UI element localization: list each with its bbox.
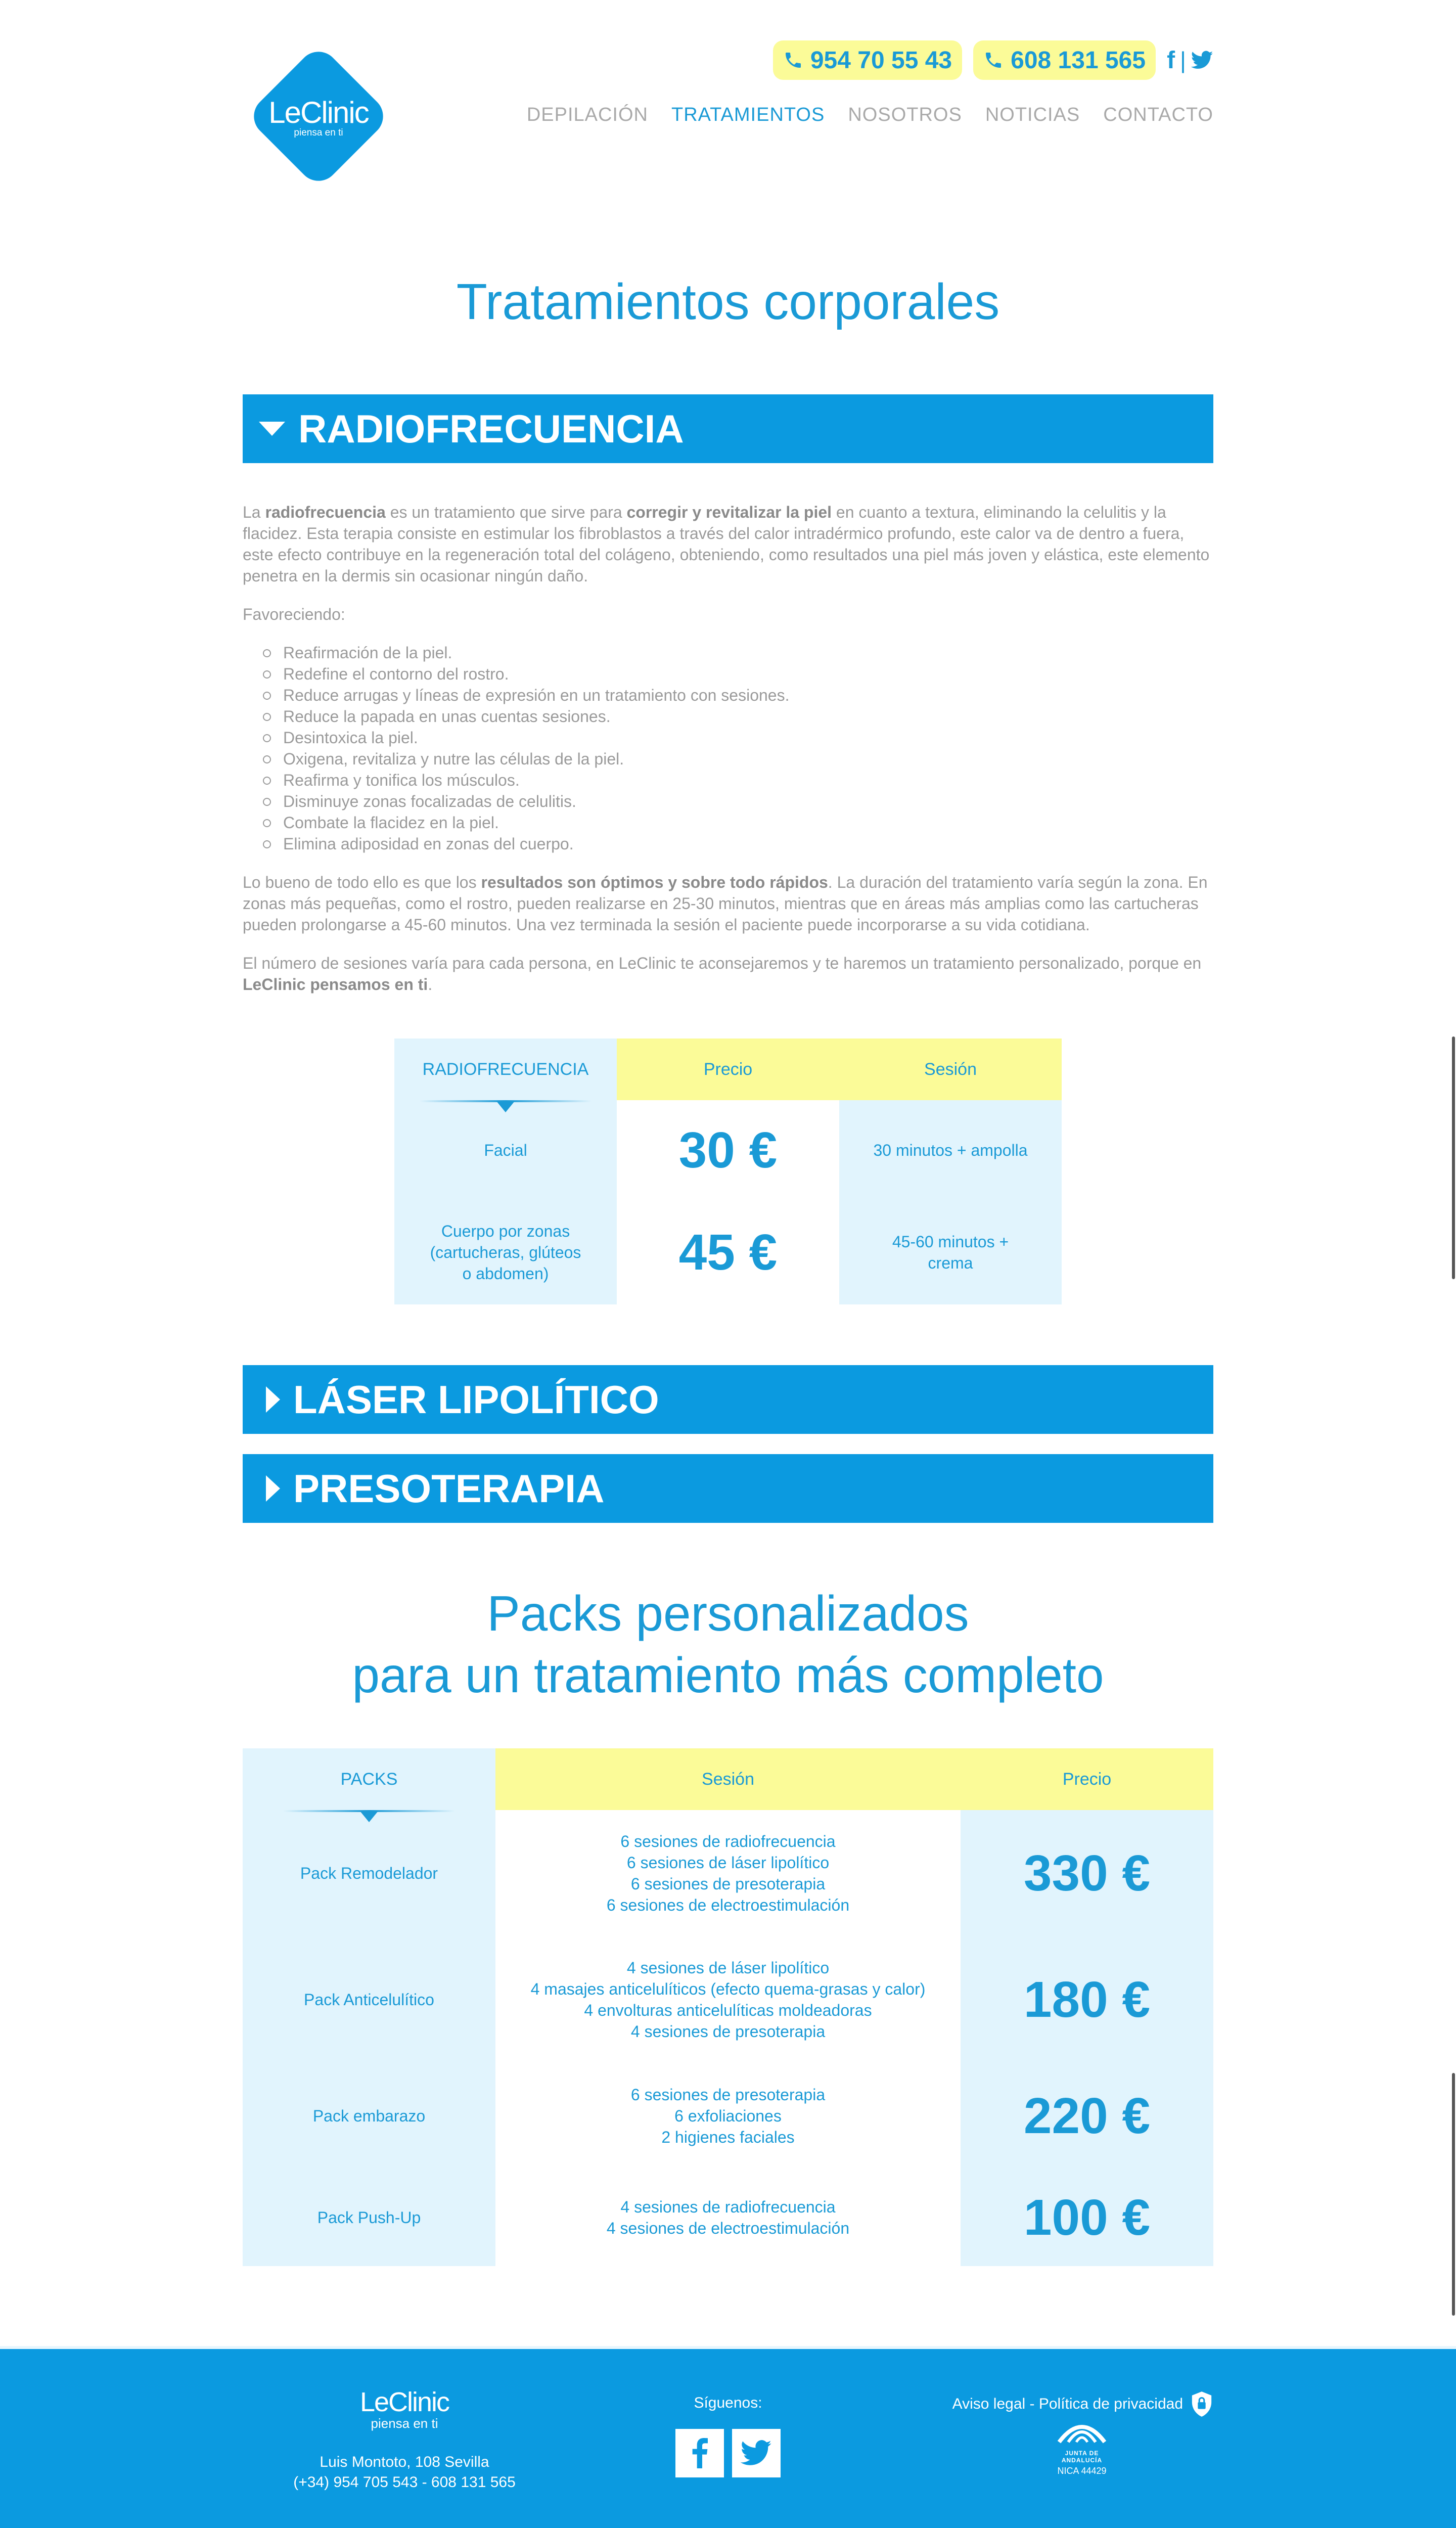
- price-value: 45 €: [678, 1224, 778, 1281]
- logo-name: LeClinic: [268, 96, 369, 129]
- packs-title: [0, 1583, 1456, 1706]
- treatment-description: [243, 502, 1213, 1012]
- address-line: Luis Montoto, 108 Sevilla: [320, 2454, 489, 2470]
- packs-table: [243, 1748, 1213, 2266]
- junta-andalucia-seal: [1046, 2417, 1117, 2476]
- nav-depilacion[interactable]: DEPILACIÓN: [526, 104, 648, 125]
- scrollbar-thumb[interactable]: [1452, 1036, 1455, 1279]
- list-item: Disminuye zonas focalizadas de celulitis.: [283, 791, 1213, 812]
- facebook-icon[interactable]: f: [1167, 47, 1175, 74]
- paragraph: Lo bueno de todo ello es que los resultados son óptimos y sobre todo rápidos. La duración del tratamiento varía según la zona. En zonas más pequeñas, como el rostro, pueden realizarse en 25-30 minutos, mientras que en áreas más amplias como las cartucheras pueden prolongarse a 45-60 minutos. Una vez terminada la sesión el paciente puede incorporarse a su vida cotidiana.: [243, 873, 1208, 934]
- table-column-treatment: [394, 1039, 617, 1304]
- table-cell: 45-60 minutos + crema: [892, 1233, 1009, 1272]
- table-cell: Facial: [484, 1141, 527, 1159]
- list-item: Reduce arrugas y líneas de expresión en un tratamiento con sesiones.: [283, 685, 1213, 706]
- list-item: Combate la flacidez en la piel.: [283, 812, 1213, 833]
- table-column-price: [617, 1039, 839, 1304]
- twitter-icon: [741, 2440, 772, 2466]
- accordion-radiofrecuencia[interactable]: [243, 394, 1213, 463]
- table-header: RADIOFRECUENCIA: [422, 1059, 589, 1079]
- phone-link-1[interactable]: [773, 40, 962, 80]
- table-cell: 6 sesiones de radiofrecuencia 6 sesiones de láser lipolítico 6 sesiones de presoterapia 6 sesiones de electroestimulación: [606, 1832, 850, 1914]
- junta-logo-icon: [1054, 2417, 1110, 2445]
- list-item: Reafirmación de la piel.: [283, 642, 1213, 663]
- table-cell: Pack embarazo: [312, 2107, 426, 2125]
- phone-line: (+34) 954 705 543 - 608 131 565: [293, 2474, 516, 2491]
- header-contact: [773, 40, 1213, 80]
- price-value: 30 €: [678, 1122, 778, 1179]
- legal-link[interactable]: Aviso legal - Política de privacidad: [952, 2396, 1183, 2412]
- table-cell: 30 minutos + ampolla: [873, 1141, 1028, 1159]
- social-separator: |: [1180, 47, 1186, 73]
- footer-logo[interactable]: [354, 2386, 455, 2431]
- nav-nosotros[interactable]: NOSOTROS: [848, 104, 962, 125]
- list-item: Reafirma y tonifica los músculos.: [283, 770, 1213, 791]
- footer: [0, 2349, 1456, 2528]
- nav-tratamientos[interactable]: TRATAMIENTOS: [671, 104, 825, 125]
- price-value: 220 €: [1023, 2088, 1151, 2144]
- lock-icon: [1190, 2391, 1213, 2417]
- price-value: 100 €: [1023, 2189, 1151, 2246]
- accordion-label: RADIOFRECUENCIA: [298, 406, 684, 451]
- price-table: [394, 1039, 1062, 1304]
- footer-logo-name: LeClinic: [359, 2387, 449, 2417]
- list-item: Desintoxica la piel.: [283, 727, 1213, 748]
- paragraph: El número de sesiones varía para cada persona, en LeClinic te aconsejaremos y te haremos un tratamiento personalizado, porque en LeClinic pensamos en ti.: [243, 954, 1202, 994]
- main-nav: [527, 104, 1213, 126]
- table-column-packs: [243, 1748, 495, 2266]
- facebook-icon: [690, 2438, 710, 2468]
- table-header: Sesión: [495, 1748, 961, 1810]
- table-cell: Pack Remodelador: [300, 1864, 438, 1882]
- accordion-label: PRESOTERAPIA: [293, 1466, 605, 1511]
- table-cell: Pack Anticelulítico: [304, 1991, 434, 2009]
- table-header: Precio: [617, 1039, 839, 1100]
- scrollbar-thumb[interactable]: [1452, 2073, 1455, 2316]
- paragraph: La radiofrecuencia es un tratamiento que sirve para corregir y revitalizar la piel en cuanto a textura, eliminando la celulitis y la flacidez. Esta terapia consiste en estimular los fibroblastos a través del calor intradérmico profundo, este calor va de dentro a fuera, este efecto contribuye en la regeneración total del colágeno, obteniendo, como resultados una piel más joven y elástica, este elemento penetra en la dermis sin ocasionar ningún daño.: [243, 503, 1210, 585]
- nica-code: NICA 44429: [1057, 2466, 1107, 2476]
- accordion-laser-lipolitico[interactable]: [243, 1365, 1213, 1434]
- table-column-price: [961, 1748, 1213, 2266]
- table-column-sessions: [495, 1748, 961, 2266]
- benefits-list: [283, 642, 1213, 854]
- caret-right-icon: [266, 1386, 280, 1413]
- junta-label: JUNTA DE ANDALUCÍA: [1061, 2450, 1103, 2464]
- table-header: PACKS: [340, 1769, 398, 1789]
- facebook-button[interactable]: [675, 2429, 724, 2477]
- packs-title-line: para un tratamiento más completo: [352, 1647, 1104, 1703]
- legal-links: [952, 2391, 1213, 2417]
- table-cell: 4 sesiones de láser lipolítico 4 masajes anticelulíticos (efecto quema-grasas y calor) 4 envolturas anticelulíticas moldeadoras 4 sesiones de presoterapia: [530, 1959, 926, 2041]
- table-cell: Pack Push-Up: [317, 2208, 421, 2227]
- accordion-label: LÁSER LIPOLÍTICO: [293, 1377, 659, 1422]
- nav-contacto[interactable]: CONTACTO: [1103, 104, 1213, 125]
- table-header: Sesión: [839, 1039, 1062, 1100]
- phone-number-2: 608 131 565: [1011, 47, 1146, 74]
- price-value: 330 €: [1023, 1845, 1151, 1902]
- caret-down-icon: [259, 422, 285, 436]
- list-item: Oxigena, revitaliza y nutre las células de la piel.: [283, 748, 1213, 770]
- twitter-button[interactable]: [732, 2429, 781, 2477]
- header-social: [1167, 47, 1213, 74]
- phone-icon: [983, 50, 1004, 70]
- table-cell: 4 sesiones de radiofrecuencia 4 sesiones de electroestimulación: [606, 2198, 850, 2237]
- logo-tagline: piensa en ti: [294, 127, 343, 138]
- footer-address: [253, 2452, 556, 2493]
- table-header: Precio: [961, 1748, 1213, 1810]
- phone-link-2[interactable]: [973, 40, 1156, 80]
- list-item: Elimina adiposidad en zonas del cuerpo.: [283, 833, 1213, 854]
- list-item: Redefine el contorno del rostro.: [283, 663, 1213, 685]
- phone-icon: [783, 50, 803, 70]
- twitter-icon[interactable]: [1191, 50, 1213, 70]
- caret-right-icon: [266, 1475, 280, 1502]
- list-item: Reduce la papada en unas cuentas sesiones.: [283, 706, 1213, 727]
- packs-title-line: Packs personalizados: [487, 1586, 969, 1641]
- footer-logo-tagline: piensa en ti: [371, 2416, 438, 2431]
- site-logo[interactable]: [243, 40, 394, 192]
- phone-number-1: 954 70 55 43: [810, 47, 952, 74]
- follow-label: Síguenos:: [694, 2395, 762, 2411]
- page-title: Tratamientos corporales: [456, 274, 1000, 330]
- accordion-presoterapia[interactable]: [243, 1454, 1213, 1523]
- table-cell: 6 sesiones de presoterapia 6 exfoliaciones 2 higienes faciales: [630, 2086, 826, 2146]
- paragraph: Favoreciendo:: [243, 605, 345, 623]
- table-column-session: [839, 1039, 1062, 1304]
- price-value: 180 €: [1023, 1971, 1151, 2028]
- table-cell: Cuerpo por zonas (cartucheras, glúteos o abdomen): [430, 1222, 581, 1283]
- nav-noticias[interactable]: NOTICIAS: [985, 104, 1080, 125]
